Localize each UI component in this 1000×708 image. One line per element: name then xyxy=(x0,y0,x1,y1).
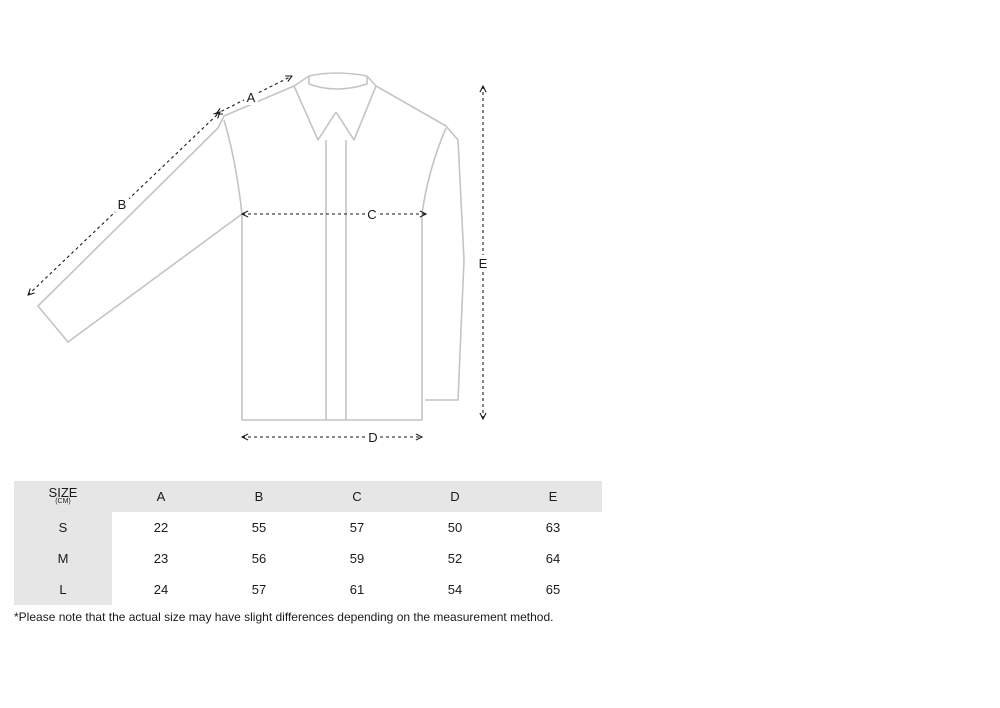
value-cell: 54 xyxy=(447,582,463,597)
measurement-note: *Please note that the actual size may have slight differences depending on the measurement method. xyxy=(14,610,554,624)
column-header-c: C xyxy=(308,481,406,512)
value-cell: 52 xyxy=(447,551,463,566)
shirt-outline xyxy=(38,73,464,420)
value-cell: 63 xyxy=(545,520,561,535)
column-header-e: E xyxy=(504,481,602,512)
shirt-body xyxy=(242,214,422,420)
left-armhole xyxy=(224,120,242,214)
label-e: E xyxy=(478,256,488,271)
size-cell: L xyxy=(14,574,112,605)
unit-label: (CM) xyxy=(55,498,71,505)
table-header-row xyxy=(14,481,602,512)
size-cell: S xyxy=(14,512,112,543)
size-cell: M xyxy=(14,543,112,574)
label-a: A xyxy=(246,90,256,105)
value-cell: 57 xyxy=(251,582,267,597)
column-header-b: B xyxy=(210,481,308,512)
value-cell: 22 xyxy=(153,520,169,535)
collar-left xyxy=(294,86,336,140)
value-cell: 23 xyxy=(153,551,169,566)
label-d: D xyxy=(368,430,378,445)
collar-right xyxy=(336,86,376,140)
value-cell: 65 xyxy=(545,582,561,597)
collar-top xyxy=(309,73,367,76)
size-chart-table xyxy=(14,481,602,605)
column-header-d: D xyxy=(406,481,504,512)
value-cell: 57 xyxy=(349,520,365,535)
value-cell: 61 xyxy=(349,582,365,597)
table-row xyxy=(14,543,602,574)
value-cell: 55 xyxy=(251,520,267,535)
label-c: C xyxy=(367,207,377,222)
placket xyxy=(326,140,346,420)
collar-band xyxy=(309,76,367,89)
value-cell: 56 xyxy=(251,551,267,566)
right-armhole xyxy=(422,128,446,214)
right-sleeve xyxy=(376,86,464,400)
value-cell: 50 xyxy=(447,520,463,535)
value-cell: 64 xyxy=(545,551,561,566)
dimension-lines xyxy=(28,76,483,437)
value-cell: 24 xyxy=(153,582,169,597)
size-label: SIZE xyxy=(48,485,78,500)
table-row xyxy=(14,574,602,605)
label-b: B xyxy=(117,197,127,212)
table-row xyxy=(14,512,602,543)
value-cell: 59 xyxy=(349,551,365,566)
column-header-a: A xyxy=(112,481,210,512)
size-column-header xyxy=(14,481,112,512)
